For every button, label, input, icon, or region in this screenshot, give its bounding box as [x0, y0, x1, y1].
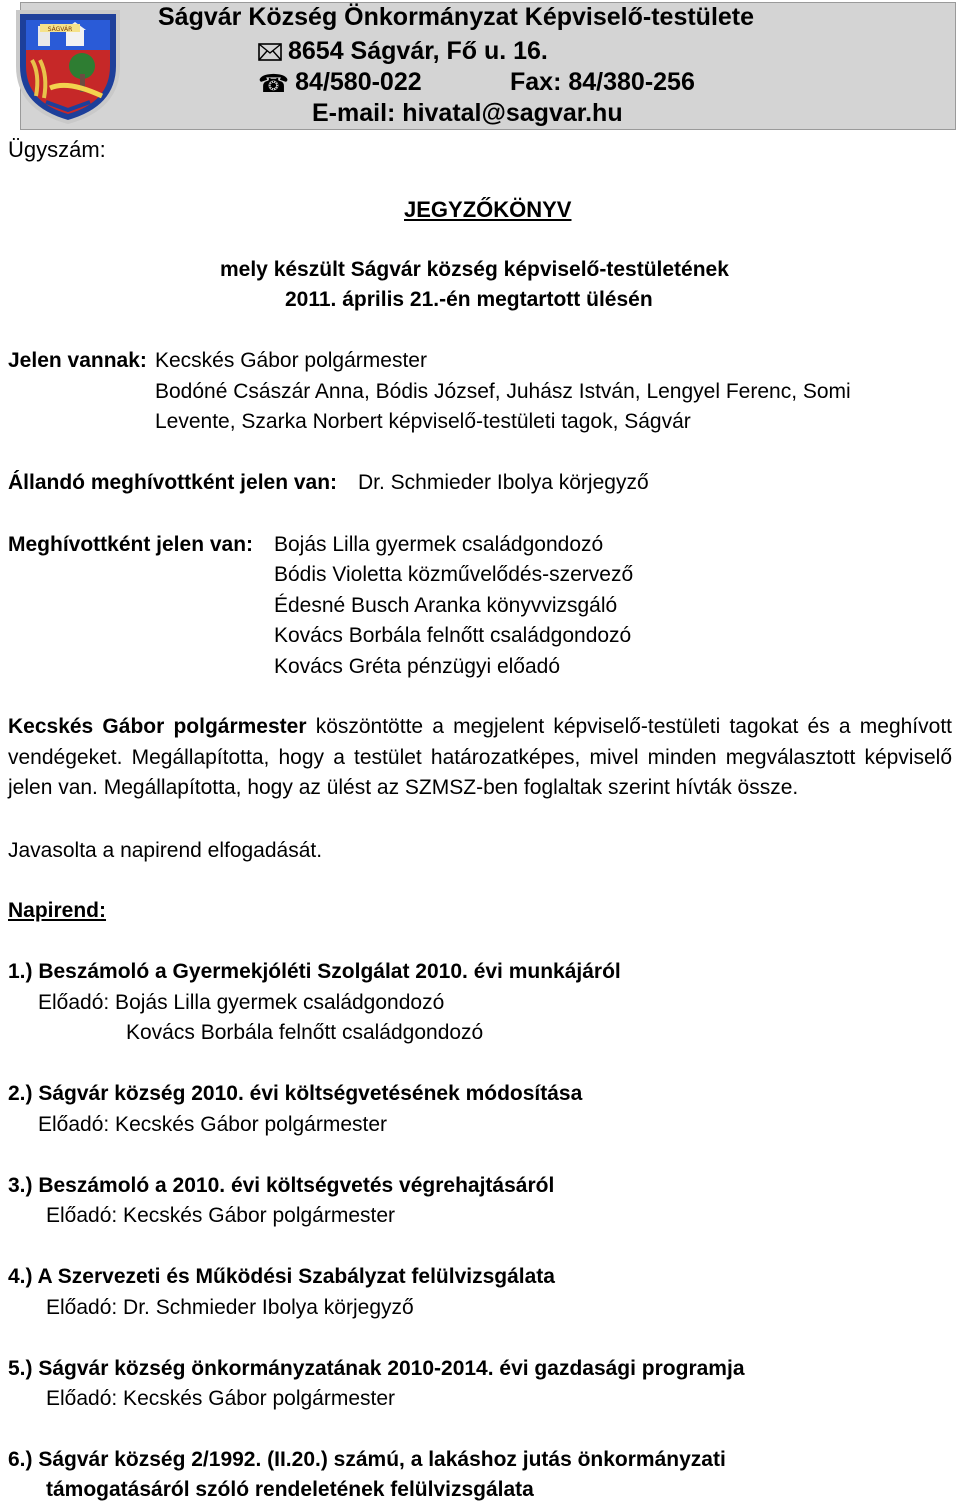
guest-item: Édesné Busch Aranka könyvvizsgáló	[274, 594, 618, 617]
case-number-label: Ügyszám:	[8, 137, 106, 162]
guest-item: Bódis Violetta közművelődés-szervező	[274, 563, 634, 586]
letterhead-email[interactable]: E-mail: hivatal@sagvar.hu	[312, 99, 623, 127]
agenda-item-title-continued: támogatásáról szóló rendeletének felülvizsgálata	[46, 1478, 534, 1501]
envelope-icon	[258, 43, 282, 61]
agenda-item-presenter: Előadó: Kecskés Gábor polgármester	[46, 1387, 396, 1410]
agenda-item-presenter: Előadó: Dr. Schmieder Ibolya körjegyző	[46, 1296, 414, 1319]
guest-item: Kovács Borbála felnőtt családgondozó	[274, 624, 632, 647]
guest-item: Kovács Gréta pénzügyi előadó	[274, 655, 561, 678]
guests-label: Meghívottként jelen van:	[8, 533, 254, 556]
agenda-item-presenter-2: Kovács Borbála felnőtt családgondozó	[126, 1021, 484, 1044]
present-label: Jelen vannak:	[8, 349, 147, 372]
opening-speaker: Kecskés Gábor polgármester	[8, 715, 307, 738]
guest-item: Bojás Lilla gyermek családgondozó	[274, 533, 604, 556]
agenda-item-presenter: Előadó: Kecskés Gábor polgármester	[46, 1204, 396, 1227]
coat-of-arms-icon	[10, 4, 126, 126]
document-title: JEGYZŐKÖNYV	[404, 197, 572, 222]
agenda-heading: Napirend:	[8, 899, 107, 922]
present-members-line-1: Bodóné Császár Anna, Bódis József, Juhász István, Lengyel Ferenc, Somi	[155, 380, 851, 403]
agenda-item-title: 5.) Ságvár község önkormányzatának 2010-2014. évi gazdasági programja	[8, 1357, 745, 1380]
letterhead-address	[258, 37, 548, 66]
agenda-item-title: 3.) Beszámoló a 2010. évi költségvetés végrehajtásáról	[8, 1174, 555, 1197]
subtitle-line-2: 2011. április 21.-én megtartott ülésén	[285, 288, 653, 311]
permanent-guest-value: Dr. Schmieder Ibolya körjegyző	[358, 471, 649, 494]
agenda-item-title: 1.) Beszámoló a Gyermekjóléti Szolgálat 2010. évi munkájáról	[8, 960, 621, 983]
present-members-line-2: Levente, Szarka Norbert képviselő-testületi tagok, Ságvár	[155, 410, 691, 433]
opening-text: köszöntötte a megjelent képviselő-testületi tagokat és a meghívott vendégeket. Megállapította, hogy a testület határozatképes, mivel minden megválasztott képviselő jelen van. Megállapította, hogy az ülést az SZMSZ-ben foglaltak szerint hívták össze.	[8, 715, 952, 799]
subtitle-line-1: mely készült Ságvár község képviselő-testületének	[220, 258, 729, 281]
agenda-item-title: 6.) Ságvár község 2/1992. (II.20.) számú, a lakáshoz jutás önkormányzati	[8, 1448, 726, 1471]
opening-paragraph	[8, 712, 952, 804]
address-text: 8654 Ságvár, Fő u. 16.	[288, 37, 548, 65]
crest-text: SÁGVÁR	[47, 26, 73, 33]
permanent-guest-label: Állandó meghívottként jelen van:	[8, 471, 338, 494]
letterhead-phone	[258, 68, 422, 99]
letterhead-title: Ságvár Község Önkormányzat Képviselő-testülete	[158, 3, 755, 31]
telephone-icon: ☎	[258, 70, 290, 98]
letterhead-fax: Fax: 84/380-256	[510, 68, 695, 96]
agenda-item-title: 2.) Ságvár község 2010. évi költségvetésének módosítása	[8, 1082, 583, 1105]
agenda-item-title: 4.) A Szervezeti és Működési Szabályzat felülvizsgálata	[8, 1265, 555, 1288]
agenda-item-presenter: Előadó: Bojás Lilla gyermek családgondozó	[38, 991, 445, 1014]
phone-text: 84/580-022	[295, 68, 422, 96]
agenda-proposal: Javasolta a napirend elfogadását.	[8, 839, 323, 862]
agenda-item-presenter: Előadó: Kecskés Gábor polgármester	[38, 1113, 388, 1136]
present-mayor: Kecskés Gábor polgármester	[155, 349, 427, 372]
